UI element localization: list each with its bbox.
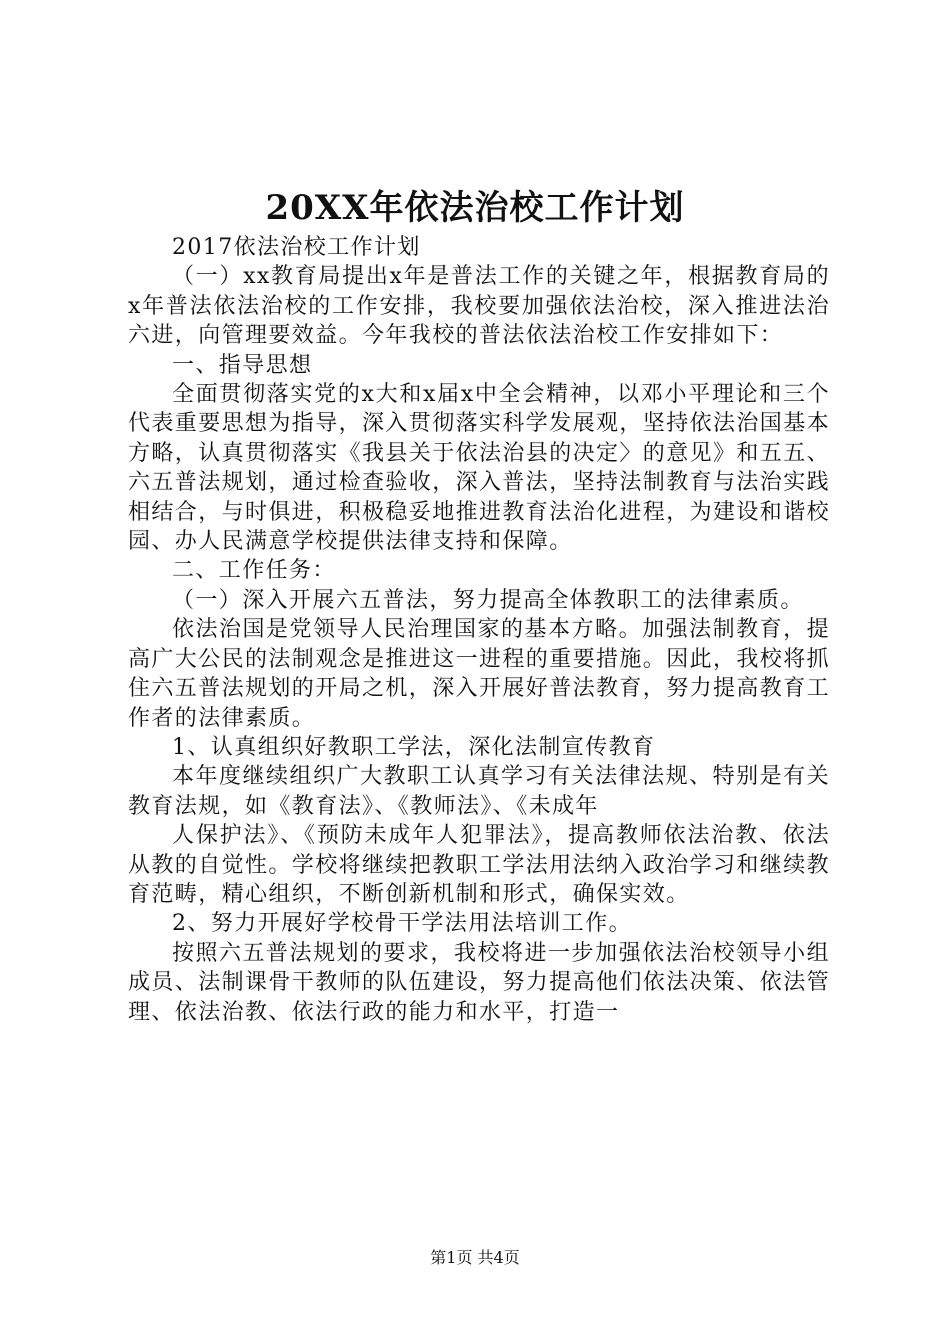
paragraph-guiding-thought: 全面贯彻落实党的x大和x届x中全会精神，以邓小平理论和三个代表重要思想为指导，深入贯彻落实科学发展观，坚持依法治国基本方略，认真贯彻落实《我县关于依法治县的决定〉的意见》和五五、六五普法规划，通过检查验收，深入普法，坚持法制教育与法治实践相结合，与时俱进，积极稳妥地推进教育法治化进程，为建设和谐校园、办人民满意学校提供法律支持和保障。 [128, 382, 831, 555]
subheading-task-one: （一）深入开展六五普法，努力提高全体教职工的法律素质。 [172, 587, 804, 613]
paragraph-annual-study-cont: 人保护法》、《预防未成年人犯罪法》，提高教师依法治教、依法从教的自觉性。学校将继续把教职工学法用法纳入政治学习和继续教育范畴，精心组织，不断创新机制和形式，确保实效。 [128, 823, 831, 907]
paragraph-annual-study: 本年度继续组织广大教职工认真学习有关法律法规、特别是有关教育法规，如《教育法》、《教师法》、《未成年 [128, 764, 830, 819]
paragraph-rule-of-law: 依法治国是党领导人民治理国家的基本方略。加强法制教育，提高广大公民的法制观念是推进这一进程的重要措施。因此，我校将抓住六五普法规划的开局之机，深入开展好普法教育，努力提高教育工作者的法律素质。 [128, 617, 831, 731]
paragraph-subtitle: 2017依法治校工作计划 [172, 235, 421, 260]
document-title: 20XX年依法治校工作计划 [265, 188, 685, 228]
heading-guiding-thought: 一、指导思想 [172, 352, 313, 378]
item-backbone-training: 2、努力开展好学校骨干学法用法培训工作。 [172, 911, 632, 937]
page-number-footer: 第1页 共4页 [430, 1248, 520, 1267]
item-staff-study: 1、认真组织好教职工学法，深化法制宣传教育 [172, 734, 656, 760]
paragraph-intro: （一）xx教育局提出x年是普法工作的关键之年，根据教育局的x年普法依法治校的工作安排，我校要加强依法治校，深入推进法治六进，向管理要效益。今年我校的普法依法治校工作安排如下： [128, 264, 830, 349]
heading-work-tasks: 二、工作任务： [172, 558, 336, 584]
document-body [128, 233, 830, 1027]
paragraph-backbone-training: 按照六五普法规划的要求，我校将进一步加强依法治校领导小组成员、法制课骨干教师的队伍建设，努力提高他们依法决策、依法管理、依法治教、依法行政的能力和水平，打造一 [128, 940, 831, 1025]
